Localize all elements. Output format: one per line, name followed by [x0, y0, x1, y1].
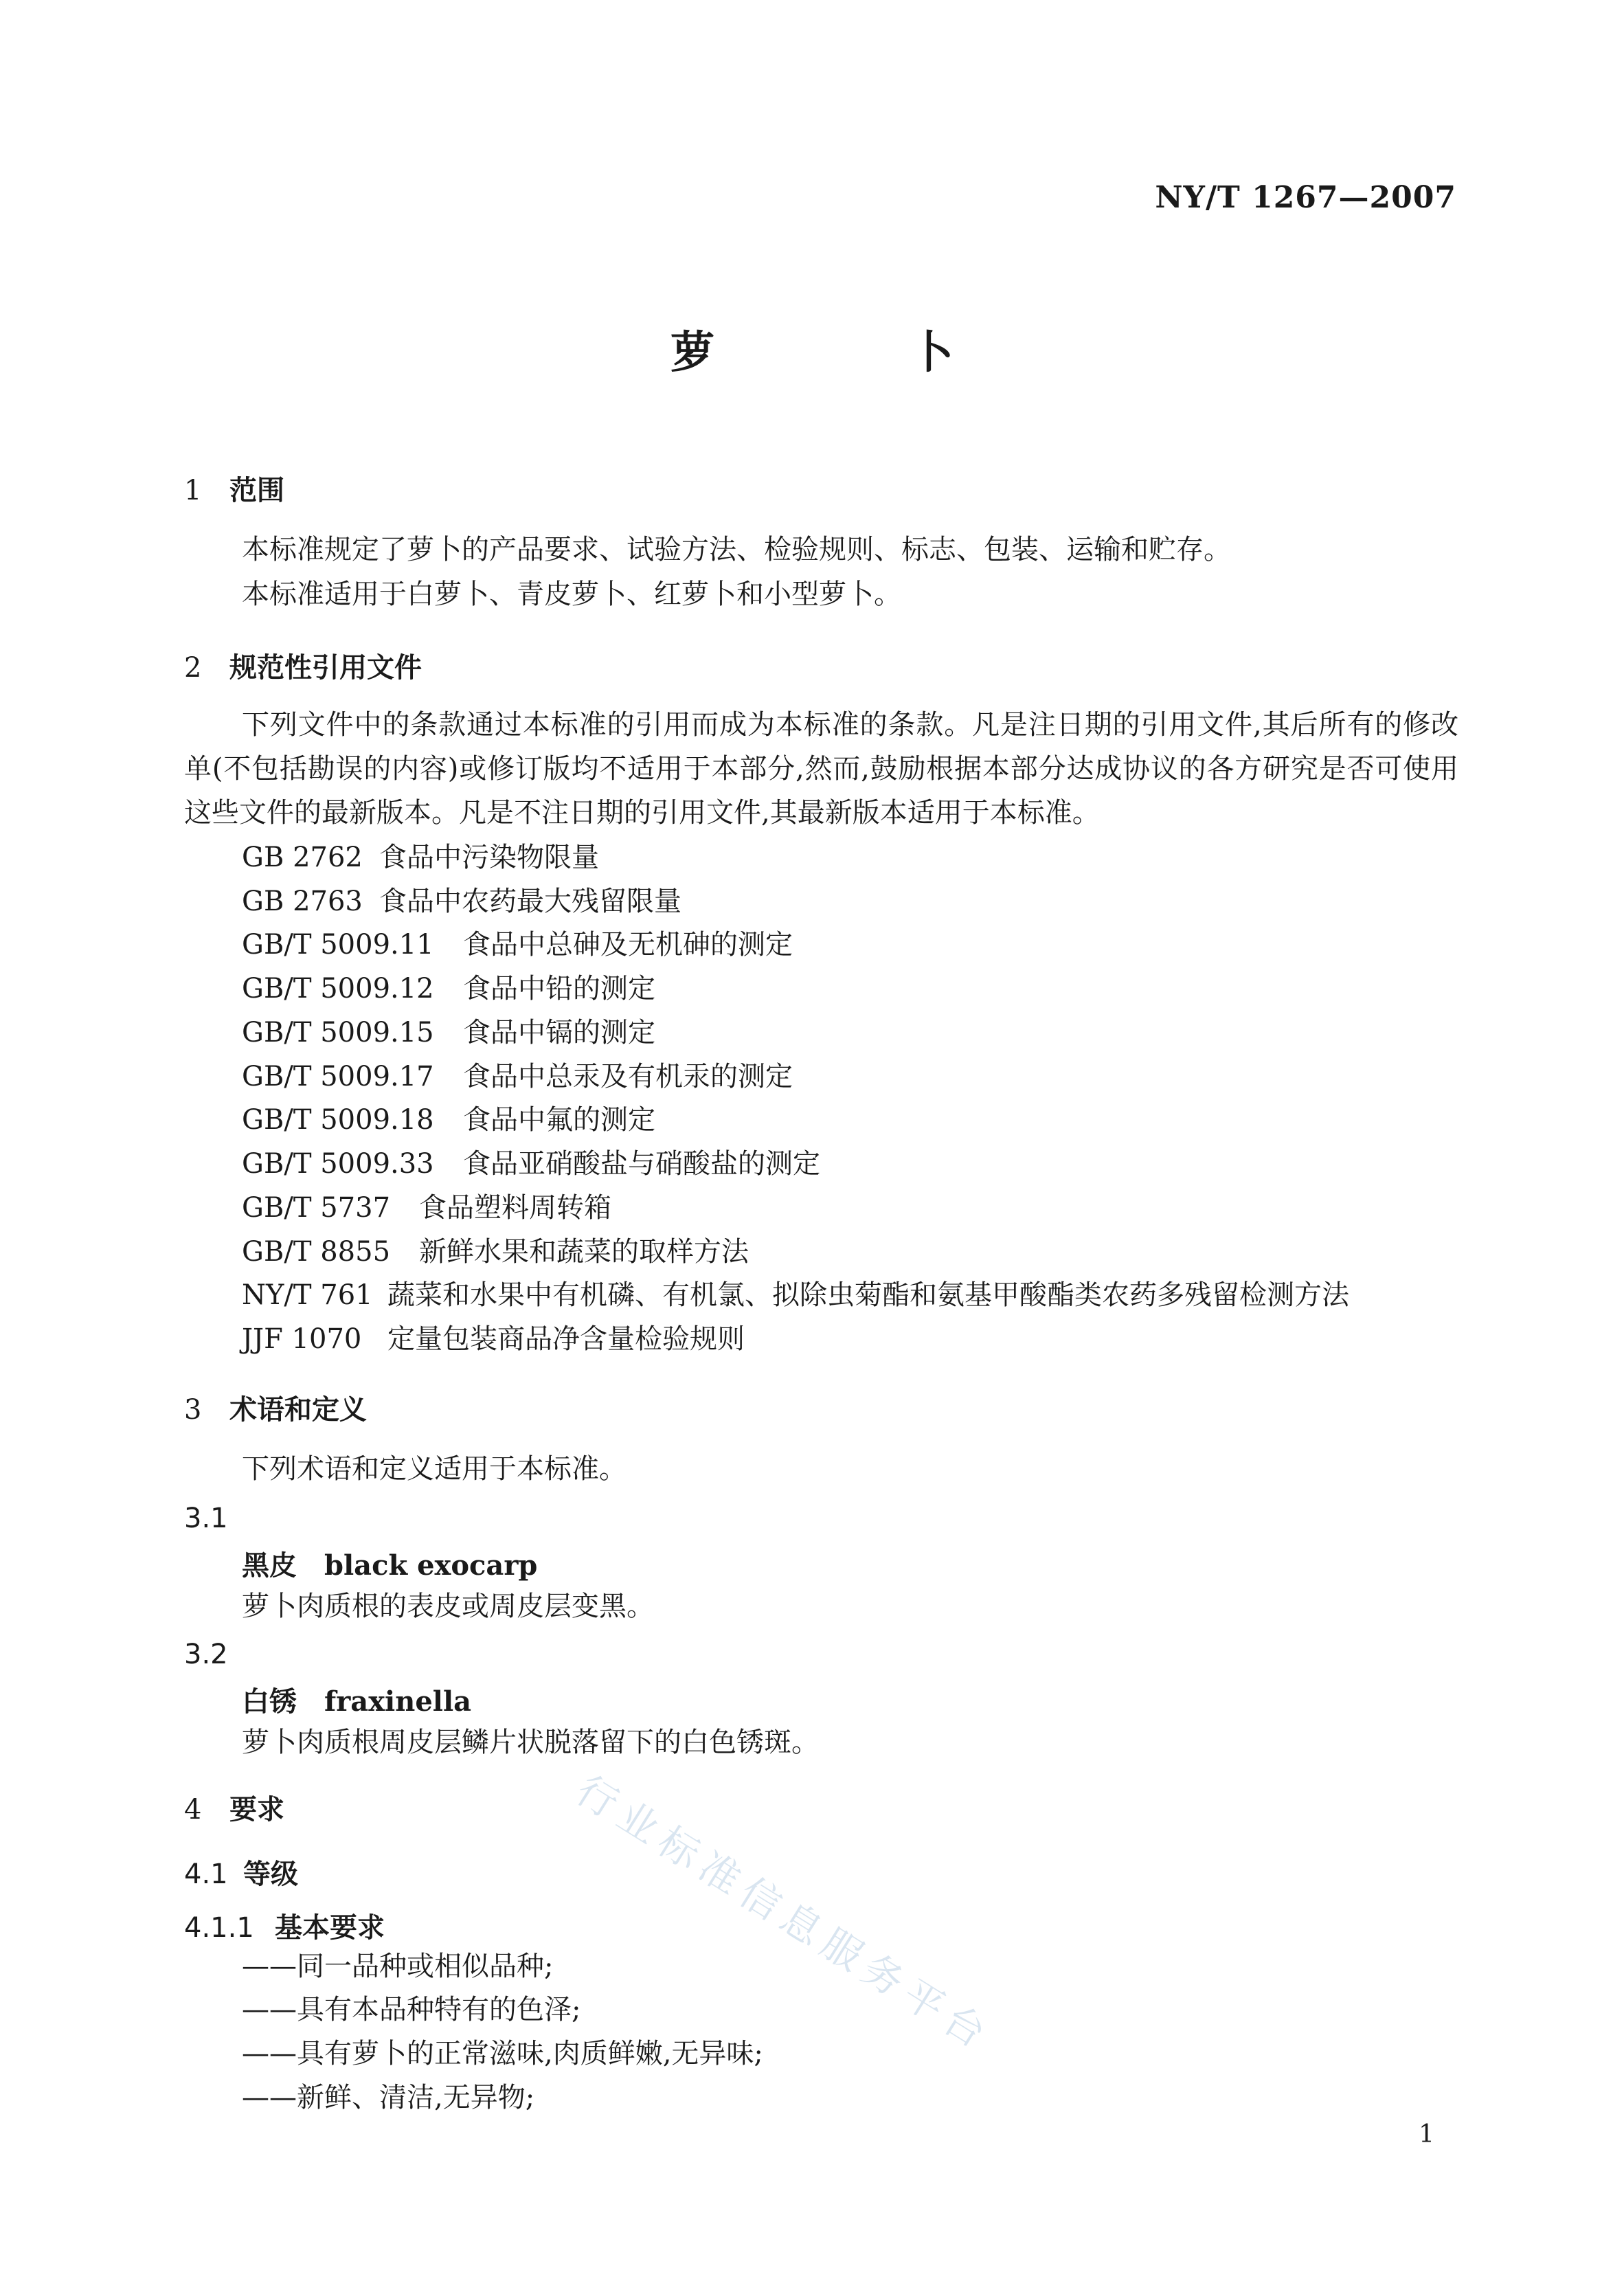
subsection-heading	[184, 1852, 298, 1892]
page-number: 1	[1419, 2120, 1434, 2148]
reference-code: GB/T 5009.15	[242, 1017, 434, 1048]
reference-item	[242, 835, 599, 875]
watermark: 行业标准信息服务平台	[568, 1766, 1001, 2061]
reference-item	[242, 967, 655, 1006]
term-number: 3.2	[184, 1639, 228, 1670]
reference-title: 新鲜水果和蔬菜的取样方法	[419, 1236, 749, 1268]
reference-item	[242, 1098, 655, 1137]
paragraph: 本标准规定了萝卜的产品要求、试验方法、检验规则、标志、包装、运输和贮存。	[242, 534, 1231, 565]
reference-code: GB 2763	[242, 886, 363, 917]
list-item: ——同一品种或相似品种;	[242, 1951, 554, 1982]
term-heading	[242, 1544, 537, 1583]
term-heading	[242, 1680, 471, 1719]
document-title: 萝 卜	[670, 328, 1029, 379]
section-number: 4	[184, 1794, 202, 1826]
document-code: NY/T 1267—2007	[1155, 180, 1456, 215]
reference-item	[242, 1186, 611, 1225]
reference-code: GB 2762	[242, 842, 363, 873]
reference-title: 食品中氟的测定	[463, 1104, 655, 1136]
term-english: black exocarp	[324, 1549, 538, 1582]
reference-code: GB/T 5009.12	[242, 973, 434, 1004]
list-item: ——具有本品种特有的色泽;	[242, 1994, 581, 2025]
reference-title: 食品中农药最大残留限量	[379, 886, 681, 917]
reference-item	[242, 923, 793, 962]
term-chinese: 白锈	[242, 1686, 297, 1718]
reference-item	[242, 1011, 655, 1050]
section-title: 要求	[229, 1794, 284, 1826]
term-definition: 萝卜肉质根的表皮或周皮层变黑。	[242, 1591, 654, 1622]
reference-code: GB/T 5009.33	[242, 1148, 434, 1180]
subsection-heading	[184, 1906, 385, 1945]
reference-item	[242, 1142, 820, 1181]
paragraph: 下列术语和定义适用于本标准。	[242, 1453, 627, 1485]
section-title: 范围	[229, 475, 284, 506]
reference-code: GB/T 5009.17	[242, 1061, 434, 1092]
reference-item	[242, 879, 681, 919]
reference-item	[242, 1317, 745, 1356]
list-item: ——新鲜、清洁,无异物;	[242, 2082, 535, 2113]
subsection-number: 4.1.1	[184, 1912, 254, 1944]
reference-title: 食品亚硝酸盐与硝酸盐的测定	[463, 1148, 820, 1180]
list-item: ——具有萝卜的正常滋味,肉质鲜嫩,无异味;	[242, 2038, 763, 2069]
section-title: 规范性引用文件	[229, 652, 422, 684]
section-2-heading	[184, 646, 422, 685]
reference-title: 食品中镉的测定	[463, 1017, 655, 1048]
reference-title: 食品塑料周转箱	[419, 1192, 611, 1224]
section-number: 2	[184, 652, 202, 684]
reference-item	[242, 1230, 749, 1269]
subsection-number: 4.1	[184, 1859, 228, 1890]
reference-code: JJF 1070	[242, 1323, 362, 1355]
reference-code: NY/T 761	[242, 1279, 373, 1311]
term-english: fraxinella	[324, 1685, 472, 1718]
reference-title: 食品中铅的测定	[463, 973, 655, 1004]
section-1-heading	[184, 469, 284, 508]
reference-code: GB/T 5009.11	[242, 929, 434, 961]
term-chinese: 黑皮	[242, 1550, 297, 1582]
reference-title: 食品中总汞及有机汞的测定	[463, 1061, 793, 1092]
paragraph: 本标准适用于白萝卜、青皮萝卜、红萝卜和小型萝卜。	[242, 579, 901, 610]
paragraph: 下列文件中的条款通过本标准的引用而成为本标准的条款。凡是注日期的引用文件,其后所有的修改单(不包括勘误的内容)或修订版均不适用于本部分,然而,鼓励根据本部分达成协议的各方研究是否可使用这些文件的最新版本。凡是不注日期的引用文件,其最新版本适用于本标准。	[184, 709, 1458, 829]
reference-code: GB/T 5009.18	[242, 1104, 434, 1136]
reference-item	[242, 1055, 793, 1094]
reference-title: 蔬菜和水果中有机磷、有机氯、拟除虫菊酯和氨基甲酸酯类农药多残留检测方法	[387, 1279, 1349, 1311]
reference-title: 食品中污染物限量	[379, 842, 599, 873]
section-number: 1	[184, 475, 202, 506]
reference-title: 定量包装商品净含量检验规则	[387, 1323, 745, 1355]
section-number: 3	[184, 1394, 202, 1426]
section-title: 术语和定义	[229, 1394, 367, 1426]
section-4-heading	[184, 1788, 284, 1827]
term-number: 3.1	[184, 1503, 228, 1534]
reference-item	[242, 1273, 1349, 1312]
reference-code: GB/T 8855	[242, 1236, 391, 1268]
subsection-title: 等级	[243, 1859, 298, 1890]
term-definition: 萝卜肉质根周皮层鳞片状脱落留下的白色锈斑。	[242, 1727, 819, 1758]
reference-code: GB/T 5737	[242, 1192, 391, 1224]
subsection-title: 基本要求	[275, 1912, 385, 1944]
section-3-heading	[184, 1388, 367, 1427]
reference-title: 食品中总砷及无机砷的测定	[463, 929, 793, 961]
